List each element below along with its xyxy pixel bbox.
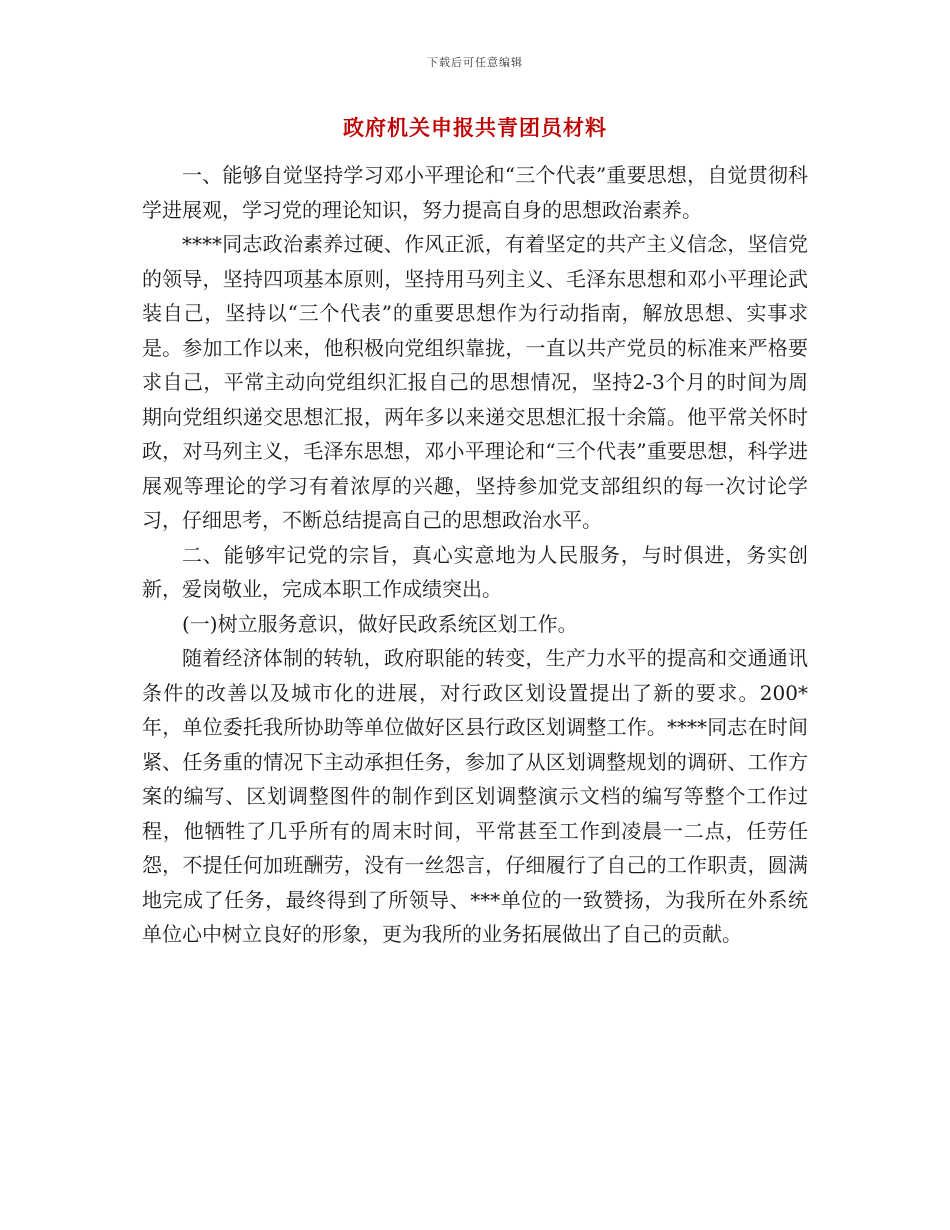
paragraph-5: 随着经济体制的转轨，政府职能的转变，生产力水平的提高和交通通讯条件的改善以及城市化的进展，对行政区划设置提出了新的要求。200*年，单位委托我所协助等单位做好区县行政区划调整工作。****同志在时间紧、任务重的情况下主动承担任务，参加了从区划调整规划的调研、工作方案的编写、区划调整图件的制作到区划调整演示文档的编写等整个工作过程，他牺牲了几乎所有的周末时间，平常甚至工作到凌晨一二点，任劳任怨，不提任何加班酬劳，没有一丝怨言，仔细履行了自己的工作职责，圆满地完成了任务，最终得到了所领导、***单位的一致赞扬，为我所在外系统单位心中树立良好的形象，更为我所的业务拓展做出了自己的贡献。	[142, 646, 808, 946]
document-body	[142, 158, 808, 952]
paragraph-3: 二、能够牢记党的宗旨，真心实意地为人民服务，与时俱进，务实创新，爱岗敬业，完成本职工作成绩突出。	[142, 542, 808, 601]
paragraph-2: ****同志政治素养过硬、作风正派，有着坚定的共产主义信念，坚信党的领导，坚持四项基本原则，坚持用马列主义、毛泽东思想和邓小平理论武装自己，坚持以“三个代表”的重要思想作为行动指南，解放思想、实事求是。参加工作以来，他积极向党组织靠拢，一直以共产党员的标准来严格要求自己，平常主动向党组织汇报自己的思想情况，坚持2-3个月的时间为周期向党组织递交思想汇报，两年多以来递交思想汇报十余篇。他平常关怀时政，对马列主义，毛泽东思想，邓小平理论和“三个代表”重要思想，科学进展观等理论的学习有着浓厚的兴趣，坚持参加党支部组织的每一次讨论学习，仔细思考，不断总结提高自己的思想政治水平。	[142, 232, 808, 532]
page-title: 政府机关申报共青团员材料	[343, 115, 607, 140]
paragraph-1: 一、能够自觉坚持学习邓小平理论和“三个代表”重要思想，自觉贯彻科学进展观，学习党的理论知识，努力提高自身的思想政治素养。	[142, 163, 808, 222]
paragraph-4: (一)树立服务意识，做好民政系统区划工作。	[182, 611, 578, 636]
header-note: 下载后可任意编辑	[427, 56, 523, 69]
